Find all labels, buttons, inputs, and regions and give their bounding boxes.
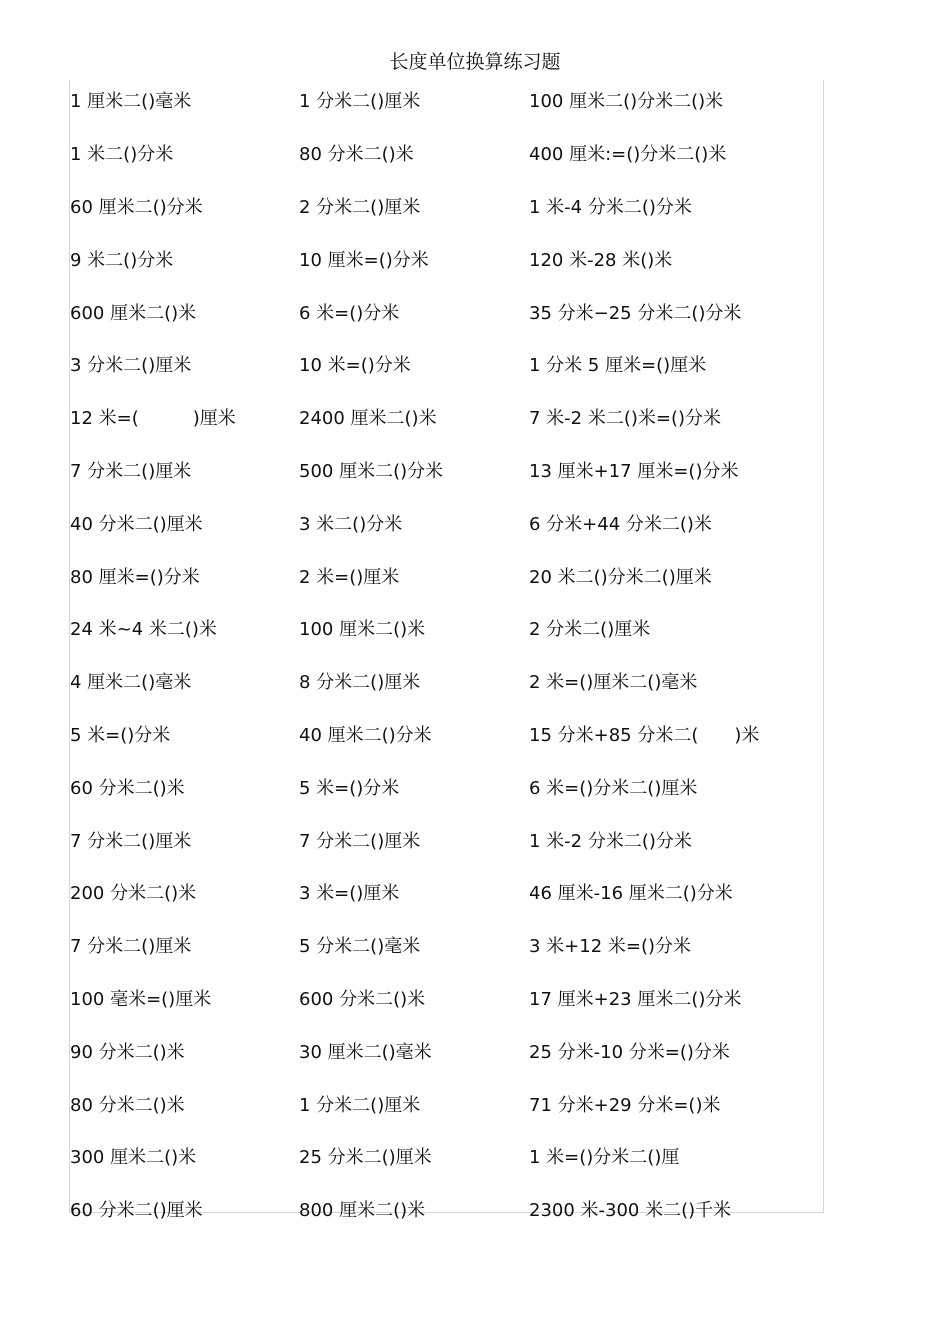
exercise-row xyxy=(70,340,820,393)
exercise-row xyxy=(70,762,820,815)
exercise-item: 2 米=()厘米二()毫米 xyxy=(529,672,698,694)
exercise-item: 2 分米二()厘米 xyxy=(529,619,651,641)
exercise-item: 13 厘米+17 厘米=()分米 xyxy=(529,460,739,482)
exercise-item: 60 分米二()厘米 xyxy=(70,1200,203,1222)
exercise-item: 35 分米−25 分米二()分米 xyxy=(529,302,742,324)
exercise-item: 4 厘米二()毫米 xyxy=(70,672,192,694)
exercise-item: 20 米二()分米二()厘米 xyxy=(529,566,712,588)
exercise-row xyxy=(70,1079,820,1132)
exercise-item: 3 米二()分米 xyxy=(299,513,403,535)
exercise-item: 1 米-4 分米二()分米 xyxy=(529,196,692,218)
exercise-item: 2 分米二()厘米 xyxy=(299,196,421,218)
exercise-row xyxy=(70,921,820,974)
exercise-item: 100 毫米=()厘米 xyxy=(70,988,212,1010)
exercise-item: 3 米=()厘米 xyxy=(299,883,400,905)
exercise-item: 71 分米+29 分米=()米 xyxy=(529,1094,721,1116)
exercise-item: 5 分米二()毫米 xyxy=(299,936,421,958)
exercise-grid xyxy=(70,76,820,1238)
exercise-item: 12 米=( )厘米 xyxy=(70,408,236,430)
exercise-item: 10 米=()分米 xyxy=(299,355,411,377)
exercise-item: 40 厘米二()分米 xyxy=(299,724,432,746)
exercise-row xyxy=(70,287,820,340)
exercise-item: 80 分米二()米 xyxy=(70,1094,185,1116)
exercise-item: 60 厘米二()分米 xyxy=(70,196,203,218)
exercise-item: 6 米=()分米二()厘米 xyxy=(529,777,698,799)
exercise-row xyxy=(70,551,820,604)
exercise-item: 800 厘米二()米 xyxy=(299,1200,426,1222)
exercise-item: 25 分米二()厘米 xyxy=(299,1147,432,1169)
exercise-item: 17 厘米+23 厘米二()分米 xyxy=(529,988,742,1010)
exercise-item: 7 分米二()厘米 xyxy=(70,460,192,482)
exercise-item: 500 厘米二()分米 xyxy=(299,460,444,482)
exercise-item: 7 分米二()厘米 xyxy=(70,936,192,958)
exercise-row xyxy=(70,1185,820,1238)
exercise-item: 6 分米+44 分米二()米 xyxy=(529,513,712,535)
exercise-item: 46 厘米-16 厘米二()分米 xyxy=(529,883,733,905)
exercise-item: 5 米=()分米 xyxy=(70,724,171,746)
exercise-row xyxy=(70,393,820,446)
exercise-item: 300 厘米二()米 xyxy=(70,1147,197,1169)
exercise-item: 600 分米二()米 xyxy=(299,988,426,1010)
exercise-item: 1 分米二()厘米 xyxy=(299,1094,421,1116)
exercise-row xyxy=(70,234,820,287)
exercise-row xyxy=(70,129,820,182)
exercise-item: 400 厘米:=()分米二()米 xyxy=(529,144,727,166)
exercise-item: 8 分米二()厘米 xyxy=(299,672,421,694)
exercise-item: 30 厘米二()毫米 xyxy=(299,1041,432,1063)
exercise-item: 25 分米-10 分米=()分米 xyxy=(529,1041,730,1063)
exercise-item: 3 分米二()厘米 xyxy=(70,355,192,377)
exercise-item: 600 厘米二()米 xyxy=(70,302,197,324)
exercise-item: 3 米+12 米=()分米 xyxy=(529,936,692,958)
exercise-row xyxy=(70,868,820,921)
exercise-item: 1 分米二()厘米 xyxy=(299,91,421,113)
exercise-item: 15 分米+85 分米二( )米 xyxy=(529,724,760,746)
exercise-item: 1 米二()分米 xyxy=(70,144,174,166)
exercise-item: 10 厘米=()分米 xyxy=(299,249,429,271)
exercise-item: 24 米~4 米二()米 xyxy=(70,619,217,641)
page-title: 长度单位换算练习题 xyxy=(389,51,561,73)
exercise-item: 1 分米 5 厘米=()厘米 xyxy=(529,355,707,377)
exercise-item: 100 厘米二()分米二()米 xyxy=(529,91,724,113)
exercise-item: 1 米=()分米二()厘 xyxy=(529,1147,680,1169)
exercise-row xyxy=(70,182,820,235)
exercise-item: 7 分米二()厘米 xyxy=(70,830,192,852)
exercise-item: 40 分米二()厘米 xyxy=(70,513,203,535)
exercise-row xyxy=(70,1132,820,1185)
exercise-row xyxy=(70,76,820,129)
exercise-row xyxy=(70,710,820,763)
exercise-item: 2 米=()厘米 xyxy=(299,566,400,588)
exercise-item: 7 分米二()厘米 xyxy=(299,830,421,852)
exercise-item: 2300 米-300 米二()千米 xyxy=(529,1200,732,1222)
exercise-item: 5 米=()分米 xyxy=(299,777,400,799)
exercise-row xyxy=(70,446,820,499)
exercise-row xyxy=(70,604,820,657)
exercise-row xyxy=(70,1026,820,1079)
exercise-row xyxy=(70,498,820,551)
exercise-item: 1 米-2 分米二()分米 xyxy=(529,830,692,852)
exercise-item: 200 分米二()米 xyxy=(70,883,197,905)
exercise-item: 9 米二()分米 xyxy=(70,249,174,271)
exercise-item: 100 厘米二()米 xyxy=(299,619,426,641)
exercise-item: 60 分米二()米 xyxy=(70,777,185,799)
exercise-item: 90 分米二()米 xyxy=(70,1041,185,1063)
exercise-item: 7 米-2 米二()米=()分米 xyxy=(529,408,722,430)
exercise-row xyxy=(70,657,820,710)
exercise-item: 1 厘米二()毫米 xyxy=(70,91,192,113)
exercise-item: 6 米=()分米 xyxy=(299,302,400,324)
exercise-item: 80 厘米=()分米 xyxy=(70,566,200,588)
exercise-row xyxy=(70,974,820,1027)
exercise-item: 2400 厘米二()米 xyxy=(299,408,437,430)
exercise-row xyxy=(70,815,820,868)
exercise-item: 120 米-28 米()米 xyxy=(529,249,673,271)
exercise-item: 80 分米二()米 xyxy=(299,144,414,166)
